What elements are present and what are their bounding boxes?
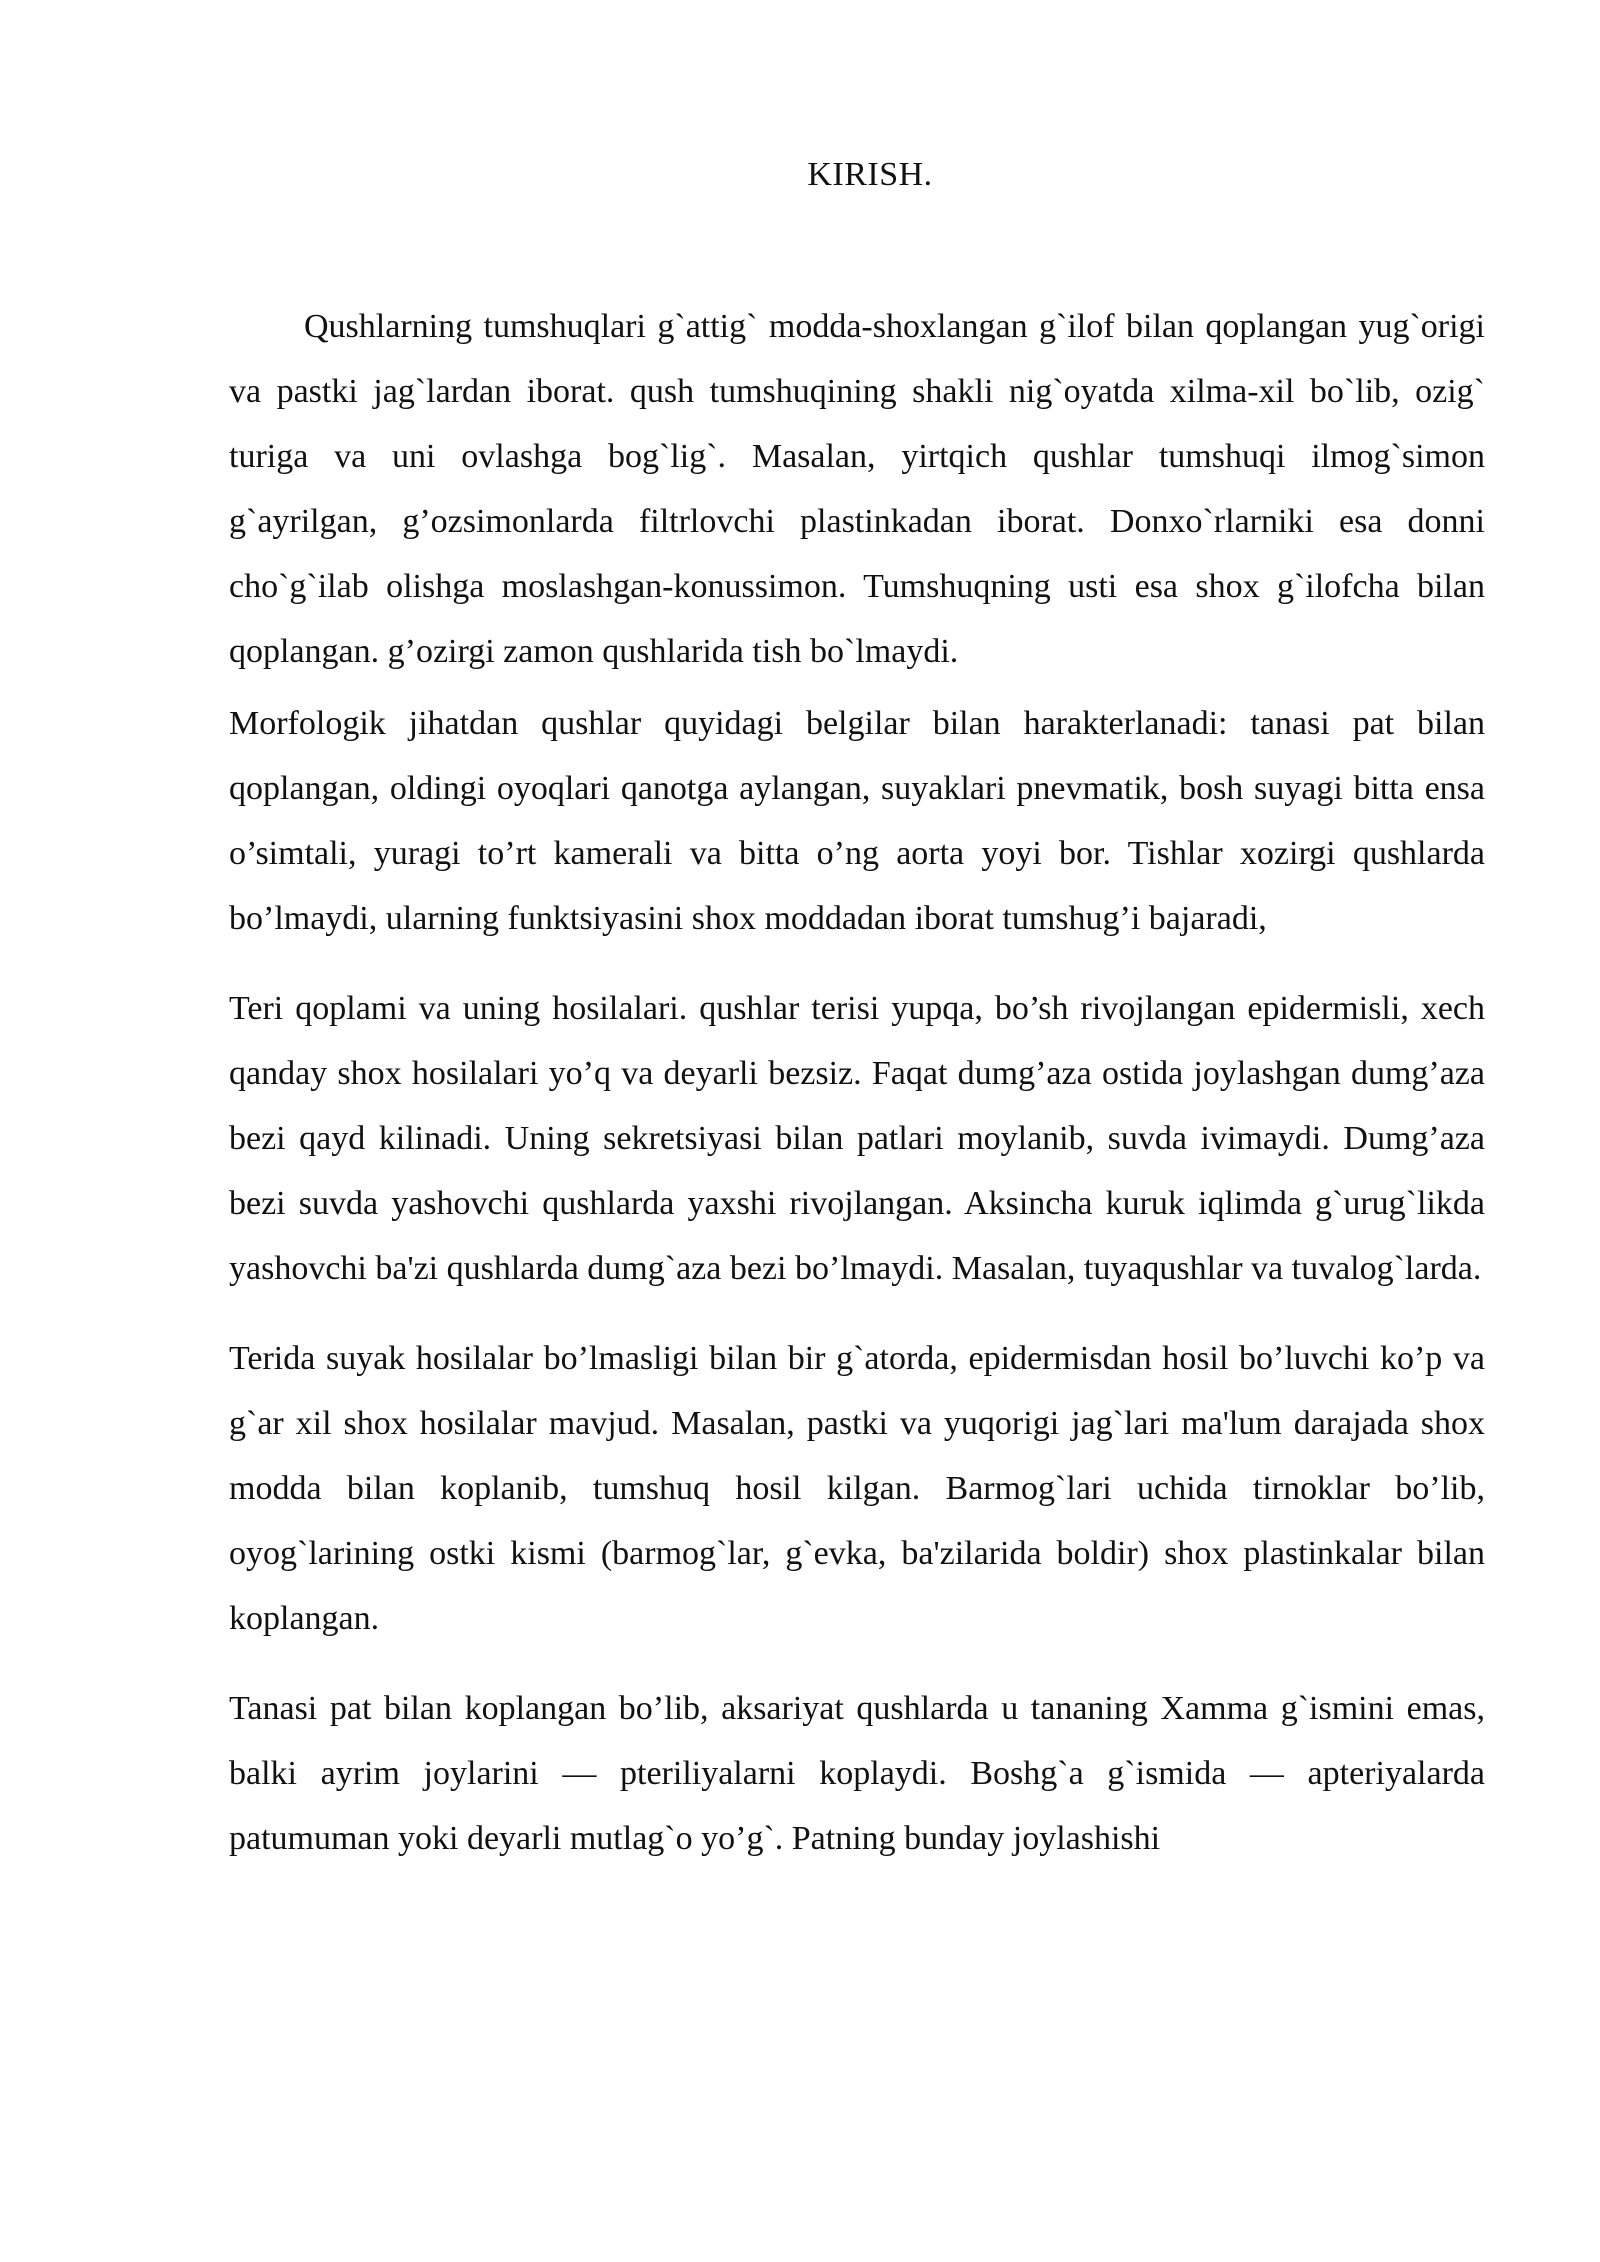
paragraph-skin-covering: Teri qoplami va uning hosilalari. qushlar terisi yupqa, bo’sh rivojlangan epidermisli, xech qanday shox hosilalari yo’q va deyarli bezsiz. Faqat dumg’aza ostida joylashgan dumg’aza bezi qayd kilinadi. Uning sekretsiyasi bilan patlari moylanib, suvda ivimaydi. Dumg’aza bezi suvda yashovchi qushlarda yaxshi rivojlangan. Aksincha kuruk iqlimda g`urug`likda yashovchi ba'zi qushlarda dumg`aza bezi bo’lmaydi. Masalan, tuyaqushlar va tuvalog`larda.	[229, 990, 1485, 1287]
paragraph-beak-structure: Qushlarning tumshuqlari g`attig` modda-shoxlangan g`ilof bilan qoplangan yug`origi va pastki jag`lardan iborat. qush tumshuqining shakli nig`oyatda xilma-xil bo`lib, ozig` turiga va uni ovlashga bog`lig`. Masalan, yirtqich qushlar tumshuqi ilmog`simon g`ayrilgan, g’ozsimonlarda filtrlovchi plastinkadan iborat. Donxo`rlarniki esa donni cho`g`ilab olishga moslashgan-konussimon. Tumshuqning usti esa shox g`ilofcha bilan qoplangan. g’ozirgi zamon qushlarida tish bo`lmaydi.	[229, 308, 1485, 670]
document-body	[229, 294, 1485, 1871]
paragraph-feather-distribution: Tanasi pat bilan koplangan bo’lib, aksariyat qushlarda u tananing Xamma g`ismini emas, balki ayrim joylarini — pteriliyalarni koplaydi. Boshg`a g`ismida — apteriyalarda patumuman yoki deyarli mutlag`o yo’g`. Patning bunday joylashishi	[229, 1690, 1485, 1857]
page-title: KIRISH.	[807, 156, 933, 193]
paragraph-morphology: Morfologik jihatdan qushlar quyidagi belgilar bilan harakterlanadi: tanasi pat bilan qoplangan, oldingi oyoqlari qanotga aylangan, suyaklari pnevmatik, bosh suyagi bitta ensa o’simtali, yuragi to’rt kamerali va bitta o’ng aorta yoyi bor. Tishlar xozirgi qushlarda bo’lmaydi, ularning funktsiyasini shox moddadan iborat tumshug’i bajaradi,	[229, 705, 1485, 937]
paragraph-horny-formations: Terida suyak hosilalar bo’lmasligi bilan bir g`atorda, epidermisdan hosil bo’luvchi ko’p va g`ar xil shox hosilalar mavjud. Masalan, pastki va yuqorigi jag`lari ma'lum darajada shox modda bilan koplanib, tumshuq hosil kilgan. Barmog`lari uchida tirnoklar bo’lib, oyog`larining ostki kismi (barmog`lar, g`evka, ba'zilarida boldir) shox plastinkalar bilan koplangan.	[229, 1340, 1485, 1637]
